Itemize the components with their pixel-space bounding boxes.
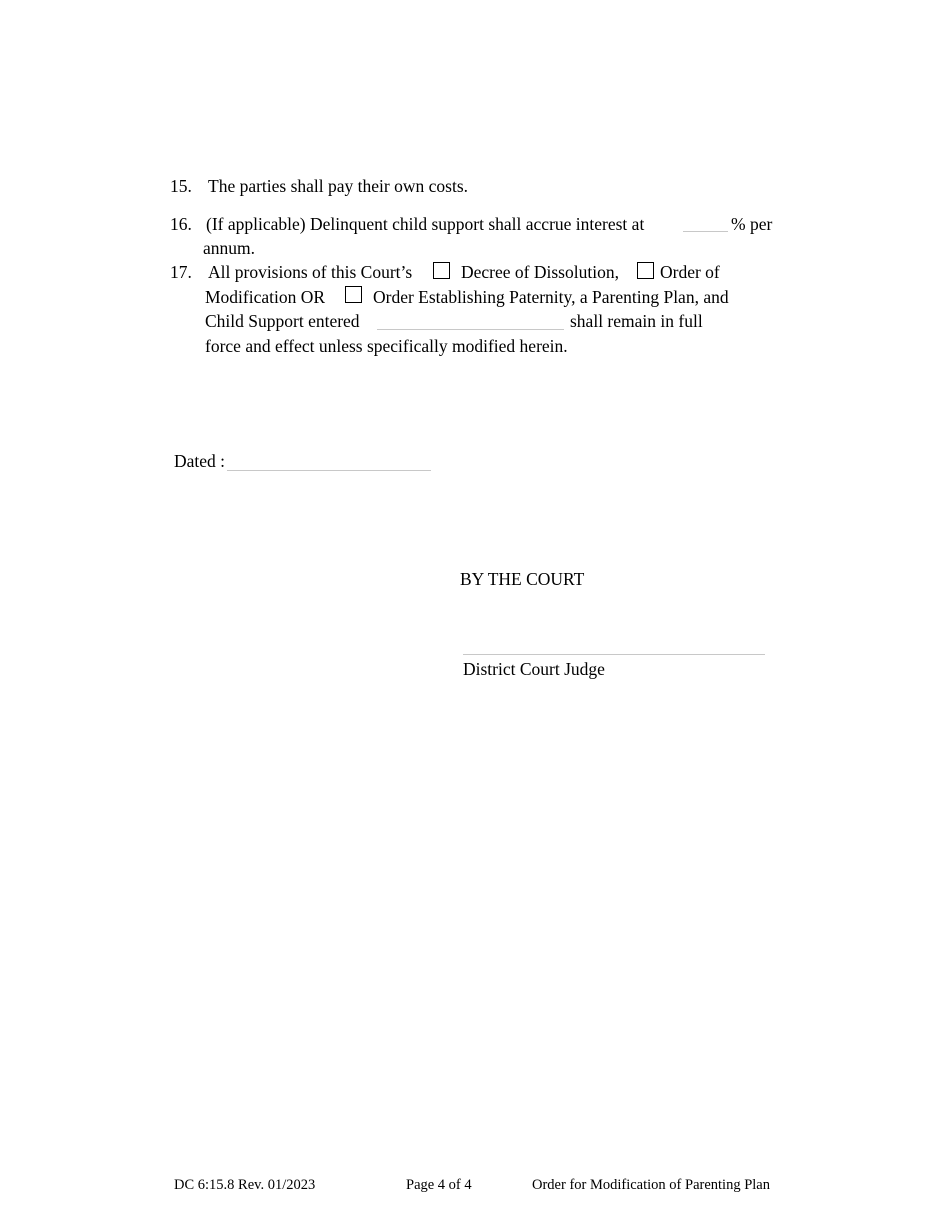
decree-of-dissolution-checkbox[interactable] [433, 262, 450, 279]
item-16-annum-text: annum. [203, 238, 256, 258]
item-17-number: 17. [170, 262, 192, 282]
interest-rate-field[interactable] [683, 231, 728, 232]
judge-signature-field[interactable] [463, 654, 765, 655]
item-17-line1-text: All provisions of this Court’s [208, 262, 413, 282]
item-15-number: 15. [170, 176, 192, 196]
item-15-text: The parties shall pay their own costs. [208, 176, 469, 196]
by-the-court-heading: BY THE COURT [460, 569, 585, 589]
dated-label: Dated : [174, 451, 226, 471]
decree-of-dissolution-label: Decree of Dissolution, [461, 262, 619, 282]
dated-field[interactable] [227, 470, 431, 471]
order-establishing-paternity-label: Order Establishing Paternity, a Parenting Plan, and [373, 287, 729, 307]
item-16-number: 16. [170, 214, 192, 234]
footer-form-title: Order for Modification of Parenting Plan [532, 1177, 770, 1193]
item-16-text: (If applicable) Delinquent child support shall accrue interest at [206, 214, 645, 234]
order-establishing-paternity-checkbox[interactable] [345, 286, 362, 303]
item-17-line3-end-text: shall remain in full [570, 311, 703, 331]
item-16-percent-text: % per [731, 214, 773, 234]
footer-page-number: Page 4 of 4 [406, 1177, 472, 1193]
district-court-judge-label: District Court Judge [463, 659, 605, 679]
order-of-modification-checkbox[interactable] [637, 262, 654, 279]
footer-form-number: DC 6:15.8 Rev. 01/2023 [174, 1177, 316, 1193]
order-of-modification-label: Order of [660, 262, 720, 282]
item-17-line4-text: force and effect unless specifically modified herein. [205, 336, 568, 356]
child-support-entered-date-field[interactable] [377, 329, 564, 330]
item-17-line2-text: Modification OR [205, 287, 326, 307]
item-17-line3-text: Child Support entered [205, 311, 360, 331]
